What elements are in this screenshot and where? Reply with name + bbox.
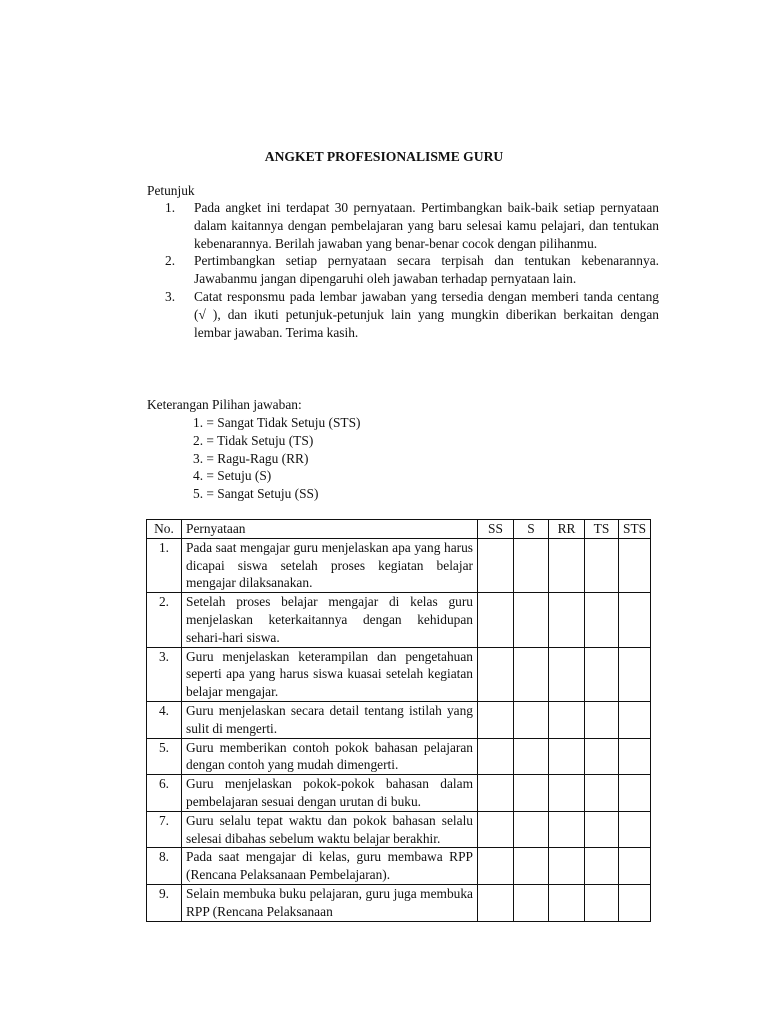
- row-number: 6.: [147, 775, 182, 812]
- header-ts: TS: [585, 520, 619, 539]
- answer-cell-ss[interactable]: [478, 738, 514, 775]
- header-s: S: [514, 520, 549, 539]
- header-no: No.: [147, 520, 182, 539]
- answer-cell-rr[interactable]: [549, 738, 585, 775]
- row-statement: Pada saat mengajar guru menjelaskan apa yang harus dicapai siswa setelah proses kegiatan belajar mengajar dilaksanakan.: [182, 538, 478, 592]
- answer-cell-rr[interactable]: [549, 538, 585, 592]
- table-row: [147, 848, 651, 885]
- row-statement: Guru menjelaskan pokok-pokok bahasan dalam pembelajaran sesuai dengan urutan di buku.: [182, 775, 478, 812]
- answer-cell-s[interactable]: [514, 593, 549, 647]
- table-row: [147, 738, 651, 775]
- table-header-row: [147, 520, 651, 539]
- answer-cell-sts[interactable]: [619, 811, 651, 848]
- row-number: 8.: [147, 848, 182, 885]
- answer-cell-s[interactable]: [514, 701, 549, 738]
- petunjuk-item-number: 1.: [165, 200, 176, 215]
- row-number: 2.: [147, 593, 182, 647]
- answer-cell-ss[interactable]: [478, 593, 514, 647]
- answer-cell-s[interactable]: [514, 775, 549, 812]
- petunjuk-item-text: Pertimbangkan setiap pernyataan secara terpisah dan tentukan kebenarannya. Jawabanmu jangan dipengaruhi oleh jawaban terhadap pernyataan lain.: [194, 253, 659, 287]
- keterangan-heading: Keterangan Pilihan jawaban:: [147, 397, 302, 412]
- row-number: 9.: [147, 884, 182, 921]
- table-row: [147, 647, 651, 701]
- answer-cell-s[interactable]: [514, 538, 549, 592]
- answer-cell-s[interactable]: [514, 738, 549, 775]
- answer-cell-ss[interactable]: [478, 538, 514, 592]
- header-statement: Pernyataan: [182, 520, 478, 539]
- row-number: 1.: [147, 538, 182, 592]
- answer-cell-ts[interactable]: [585, 811, 619, 848]
- row-number: 3.: [147, 647, 182, 701]
- answer-cell-sts[interactable]: [619, 738, 651, 775]
- header-sts: STS: [619, 520, 651, 539]
- answer-cell-rr[interactable]: [549, 884, 585, 921]
- answer-cell-rr[interactable]: [549, 848, 585, 885]
- header-rr: RR: [549, 520, 585, 539]
- answer-cell-ss[interactable]: [478, 884, 514, 921]
- table-row: [147, 775, 651, 812]
- petunjuk-item-number: 3.: [165, 288, 176, 304]
- answer-cell-ts[interactable]: [585, 884, 619, 921]
- answer-cell-ts[interactable]: [585, 593, 619, 647]
- row-number: 5.: [147, 738, 182, 775]
- petunjuk-item-number: 2.: [165, 253, 176, 269]
- answer-cell-ss[interactable]: [478, 775, 514, 812]
- keterangan-list: [193, 414, 361, 503]
- answer-cell-sts[interactable]: [619, 647, 651, 701]
- answer-cell-ts[interactable]: [585, 647, 619, 701]
- answer-cell-rr[interactable]: [549, 811, 585, 848]
- row-statement: Guru menjelaskan keterampilan dan pengetahuan seperti apa yang harus siswa kuasai setelah kegiatan belajar mengajar.: [182, 647, 478, 701]
- row-statement: Guru selalu tepat waktu dan pokok bahasan selalu selesai dibahas sebelum waktu belajar berakhir.: [182, 811, 478, 848]
- header-ss: SS: [478, 520, 514, 539]
- answer-cell-sts[interactable]: [619, 593, 651, 647]
- answer-cell-rr[interactable]: [549, 775, 585, 812]
- answer-cell-s[interactable]: [514, 811, 549, 848]
- answer-cell-ts[interactable]: [585, 538, 619, 592]
- answer-cell-sts[interactable]: [619, 538, 651, 592]
- petunjuk-item-text: Catat responsmu pada lembar jawaban yang tersedia dengan memberi tanda centang (√ ), dan ikuti petunjuk-petunjuk lain yang mungkin diberikan berkaitan dengan lembar jawaban. Terima kasih.: [194, 288, 659, 340]
- petunjuk-list: [165, 199, 659, 341]
- answer-cell-rr[interactable]: [549, 593, 585, 647]
- petunjuk-item: [165, 288, 659, 341]
- keterangan-item: 1. = Sangat Tidak Setuju (STS): [193, 415, 361, 430]
- answer-cell-s[interactable]: [514, 884, 549, 921]
- row-statement: Guru menjelaskan secara detail tentang istilah yang sulit di mengerti.: [182, 701, 478, 738]
- answer-cell-s[interactable]: [514, 647, 549, 701]
- page-title: ANGKET PROFESIONALISME GURU: [264, 149, 504, 164]
- answer-cell-s[interactable]: [514, 848, 549, 885]
- keterangan-item: 2. = Tidak Setuju (TS): [193, 432, 314, 448]
- petunjuk-heading: Petunjuk: [147, 183, 195, 198]
- table-row: [147, 593, 651, 647]
- row-number: 7.: [147, 811, 182, 848]
- row-statement: Guru memberikan contoh pokok bahasan pelajaran dengan contoh yang mudah dimengerti.: [182, 738, 478, 775]
- answer-cell-rr[interactable]: [549, 647, 585, 701]
- answer-cell-sts[interactable]: [619, 848, 651, 885]
- answer-cell-ss[interactable]: [478, 647, 514, 701]
- table-row: [147, 701, 651, 738]
- table-row: [147, 538, 651, 592]
- row-statement: Pada saat mengajar di kelas, guru membawa RPP (Rencana Pelaksanaan Pembelajaran).: [182, 848, 478, 885]
- row-number: 4.: [147, 701, 182, 738]
- questionnaire-table: [146, 519, 651, 922]
- keterangan-item: 3. = Ragu-Ragu (RR): [193, 450, 309, 466]
- answer-cell-sts[interactable]: [619, 884, 651, 921]
- answer-cell-ts[interactable]: [585, 775, 619, 812]
- answer-cell-ss[interactable]: [478, 848, 514, 885]
- row-statement: Setelah proses belajar mengajar di kelas guru menjelaskan keterkaitannya dengan kehidupan sehari-hari siswa.: [182, 593, 478, 647]
- answer-cell-sts[interactable]: [619, 701, 651, 738]
- answer-cell-ss[interactable]: [478, 701, 514, 738]
- keterangan-item: 5. = Sangat Setuju (SS): [193, 486, 319, 502]
- table-row: [147, 811, 651, 848]
- answer-cell-rr[interactable]: [549, 701, 585, 738]
- petunjuk-item: [165, 199, 659, 252]
- answer-cell-sts[interactable]: [619, 775, 651, 812]
- row-statement: Selain membuka buku pelajaran, guru juga membuka RPP (Rencana Pelaksanaan: [182, 884, 478, 921]
- answer-cell-ts[interactable]: [585, 738, 619, 775]
- petunjuk-item: [165, 252, 659, 288]
- table-row: [147, 884, 651, 921]
- answer-cell-ss[interactable]: [478, 811, 514, 848]
- answer-cell-ts[interactable]: [585, 848, 619, 885]
- keterangan-item: 4. = Setuju (S): [193, 468, 272, 484]
- petunjuk-item-text: Pada angket ini terdapat 30 pernyataan. Pertimbangkan baik-baik setiap pernyataan dalam kaitannya dengan pembelajaran yang baru selesai kamu pelajari, dan tentukan kebenarannya. Berilah jawaban yang benar-benar cocok dengan pilihanmu.: [194, 200, 659, 251]
- answer-cell-ts[interactable]: [585, 701, 619, 738]
